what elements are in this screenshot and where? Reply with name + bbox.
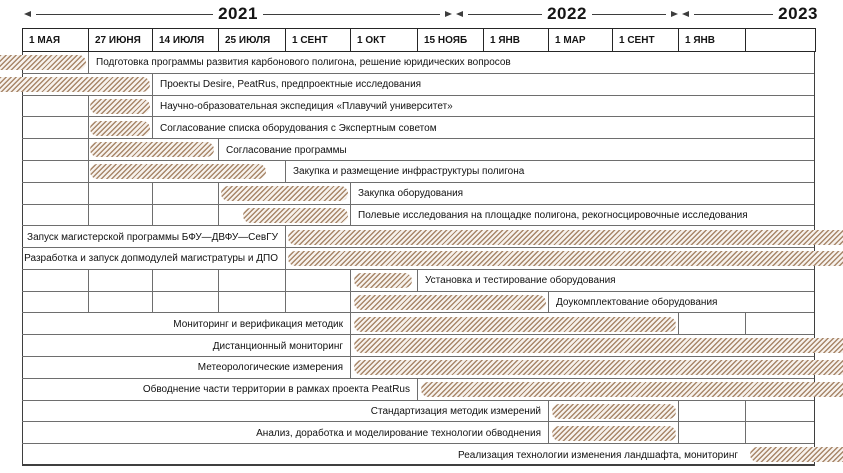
task-row [0, 313, 843, 335]
task-row [0, 96, 843, 118]
task-bar [421, 382, 843, 397]
year-span-2021 [24, 3, 452, 25]
grid-line [152, 117, 153, 139]
grid-line [285, 248, 286, 270]
grid-line [218, 292, 219, 314]
task-row [0, 422, 843, 444]
grid-line [285, 270, 286, 292]
task-bar [0, 55, 86, 70]
grid-line [678, 422, 679, 444]
task-label: Закупка оборудования [358, 188, 464, 200]
task-label: Разработка и запуск допмодулей магистратуры и ДПО [24, 253, 278, 265]
task-label: Научно-образовательная экспедиция «Плавучий университет» [160, 100, 453, 112]
timeline-tick: 1 ЯНВ [678, 28, 746, 52]
task-label: Обводнение части территории в рамках проекта PeatRus [142, 384, 410, 396]
task-bar [288, 251, 843, 266]
grid-line [548, 422, 549, 444]
task-row [0, 248, 843, 270]
timeline-tick [745, 28, 816, 52]
task-bar [90, 121, 150, 136]
timeline-tick: 1 СЕНТ [285, 28, 351, 52]
task-label: Полевые исследования на площадке полигона, рекогносцировочные исследования [358, 209, 748, 221]
grid-line [218, 139, 219, 161]
year-span-2023 [682, 3, 818, 25]
year-axis-line [592, 14, 666, 15]
grid-line [152, 74, 153, 96]
task-row [0, 379, 843, 401]
task-row [0, 52, 843, 74]
grid-line [152, 183, 153, 205]
task-row [0, 335, 843, 357]
grid-line [218, 270, 219, 292]
grid-line [350, 205, 351, 227]
task-row [0, 270, 843, 292]
task-bar [90, 142, 214, 157]
task-row [0, 357, 843, 379]
task-bar [0, 77, 150, 92]
grid-line [88, 139, 89, 161]
grid-line [285, 161, 286, 183]
grid-line [152, 96, 153, 118]
grid-line [218, 205, 219, 227]
task-row [0, 292, 843, 314]
year-label: 2022 [547, 4, 587, 23]
grid-line [350, 270, 351, 292]
grid-line [88, 205, 89, 227]
task-row [0, 161, 843, 183]
grid-line [745, 401, 746, 423]
task-bar [221, 186, 348, 201]
task-bar [552, 426, 676, 441]
arrow-right-icon [445, 11, 452, 17]
grid-line [350, 335, 351, 357]
grid-line [88, 52, 89, 74]
task-bar [243, 208, 348, 223]
task-row [0, 226, 843, 248]
task-label: Анализ, доработка и моделирование технологии обводнения [256, 427, 541, 439]
task-label: Закупка и размещение инфраструктуры полигона [293, 166, 525, 178]
task-row [0, 139, 843, 161]
grid-line [88, 96, 89, 118]
task-label: Реализация технологии изменения ландшафта, мониторинг [457, 449, 738, 461]
grid-line [548, 292, 549, 314]
timeline-tick: 27 ИЮНЯ [88, 28, 153, 52]
grid-line [350, 183, 351, 205]
task-bar [288, 230, 843, 245]
task-label: Согласование списка оборудования с Экспертным советом [160, 122, 437, 134]
grid-line [88, 183, 89, 205]
grid-line [548, 401, 549, 423]
task-row [0, 117, 843, 139]
arrow-left-icon [682, 11, 689, 17]
task-label: Мониторинг и верификация методик [173, 318, 343, 330]
year-axis-line [36, 14, 213, 15]
grid-line [218, 183, 219, 205]
grid-line [678, 313, 679, 335]
grid-line [350, 313, 351, 335]
grid-line [745, 313, 746, 335]
grid-line [350, 357, 351, 379]
timeline-tick: 1 СЕНТ [612, 28, 679, 52]
task-bar [552, 404, 676, 419]
task-row [0, 183, 843, 205]
timeline-tick: 1 ЯНВ [483, 28, 549, 52]
task-label: Установка и тестирование оборудования [425, 275, 616, 287]
task-label: Подготовка программы развития карбонового полигона, решение юридических вопросов [96, 57, 511, 69]
year-axis-line [263, 14, 440, 15]
timeline-tick: 1 МАР [548, 28, 613, 52]
grid-line [152, 292, 153, 314]
task-label: Проекты Desire, PeatRus, предпроектные исследования [160, 79, 422, 91]
grid-line [285, 292, 286, 314]
task-label: Согласование программы [226, 144, 347, 156]
task-bar [354, 338, 843, 353]
timeline-tick: 1 МАЯ [22, 28, 89, 52]
year-label: 2023 [778, 4, 818, 23]
task-bar [90, 164, 266, 179]
task-row [0, 444, 843, 466]
grid-line [417, 379, 418, 401]
task-label: Дистанционный мониторинг [212, 340, 343, 352]
task-bar [354, 317, 676, 332]
year-axis-line [468, 14, 542, 15]
grid-line [88, 292, 89, 314]
arrow-right-icon [671, 11, 678, 17]
year-span-2022 [456, 3, 678, 25]
grid-line [152, 270, 153, 292]
task-bar [750, 447, 843, 462]
grid-line [350, 292, 351, 314]
arrow-left-icon [24, 11, 31, 17]
task-row [0, 205, 843, 227]
arrow-left-icon [456, 11, 463, 17]
task-bar [354, 273, 412, 288]
task-row [0, 401, 843, 423]
grid-line [745, 422, 746, 444]
grid-line [417, 270, 418, 292]
grid-line [678, 401, 679, 423]
task-bar [354, 360, 843, 375]
task-row [0, 74, 843, 96]
grid-line [88, 270, 89, 292]
year-axis-line [694, 14, 773, 15]
timeline-tick: 14 ИЮЛЯ [152, 28, 219, 52]
task-label: Запуск магистерской программы БФУ—ДВФУ—СевГУ [27, 231, 278, 243]
grid-line [152, 205, 153, 227]
task-bar [90, 99, 150, 114]
timeline-tick: 1 ОКТ [350, 28, 418, 52]
grid-line [88, 117, 89, 139]
task-label: Доукомплектование оборудования [556, 297, 718, 309]
task-label: Стандартизация методик измерений [370, 406, 541, 418]
timeline-tick: 15 НОЯБ [417, 28, 484, 52]
task-bar [354, 295, 546, 310]
grid-line [285, 226, 286, 248]
task-label: Метеорологические измерения [197, 362, 343, 374]
year-label: 2021 [218, 4, 258, 23]
grid-line [88, 161, 89, 183]
timeline-tick: 25 ИЮЛЯ [218, 28, 286, 52]
